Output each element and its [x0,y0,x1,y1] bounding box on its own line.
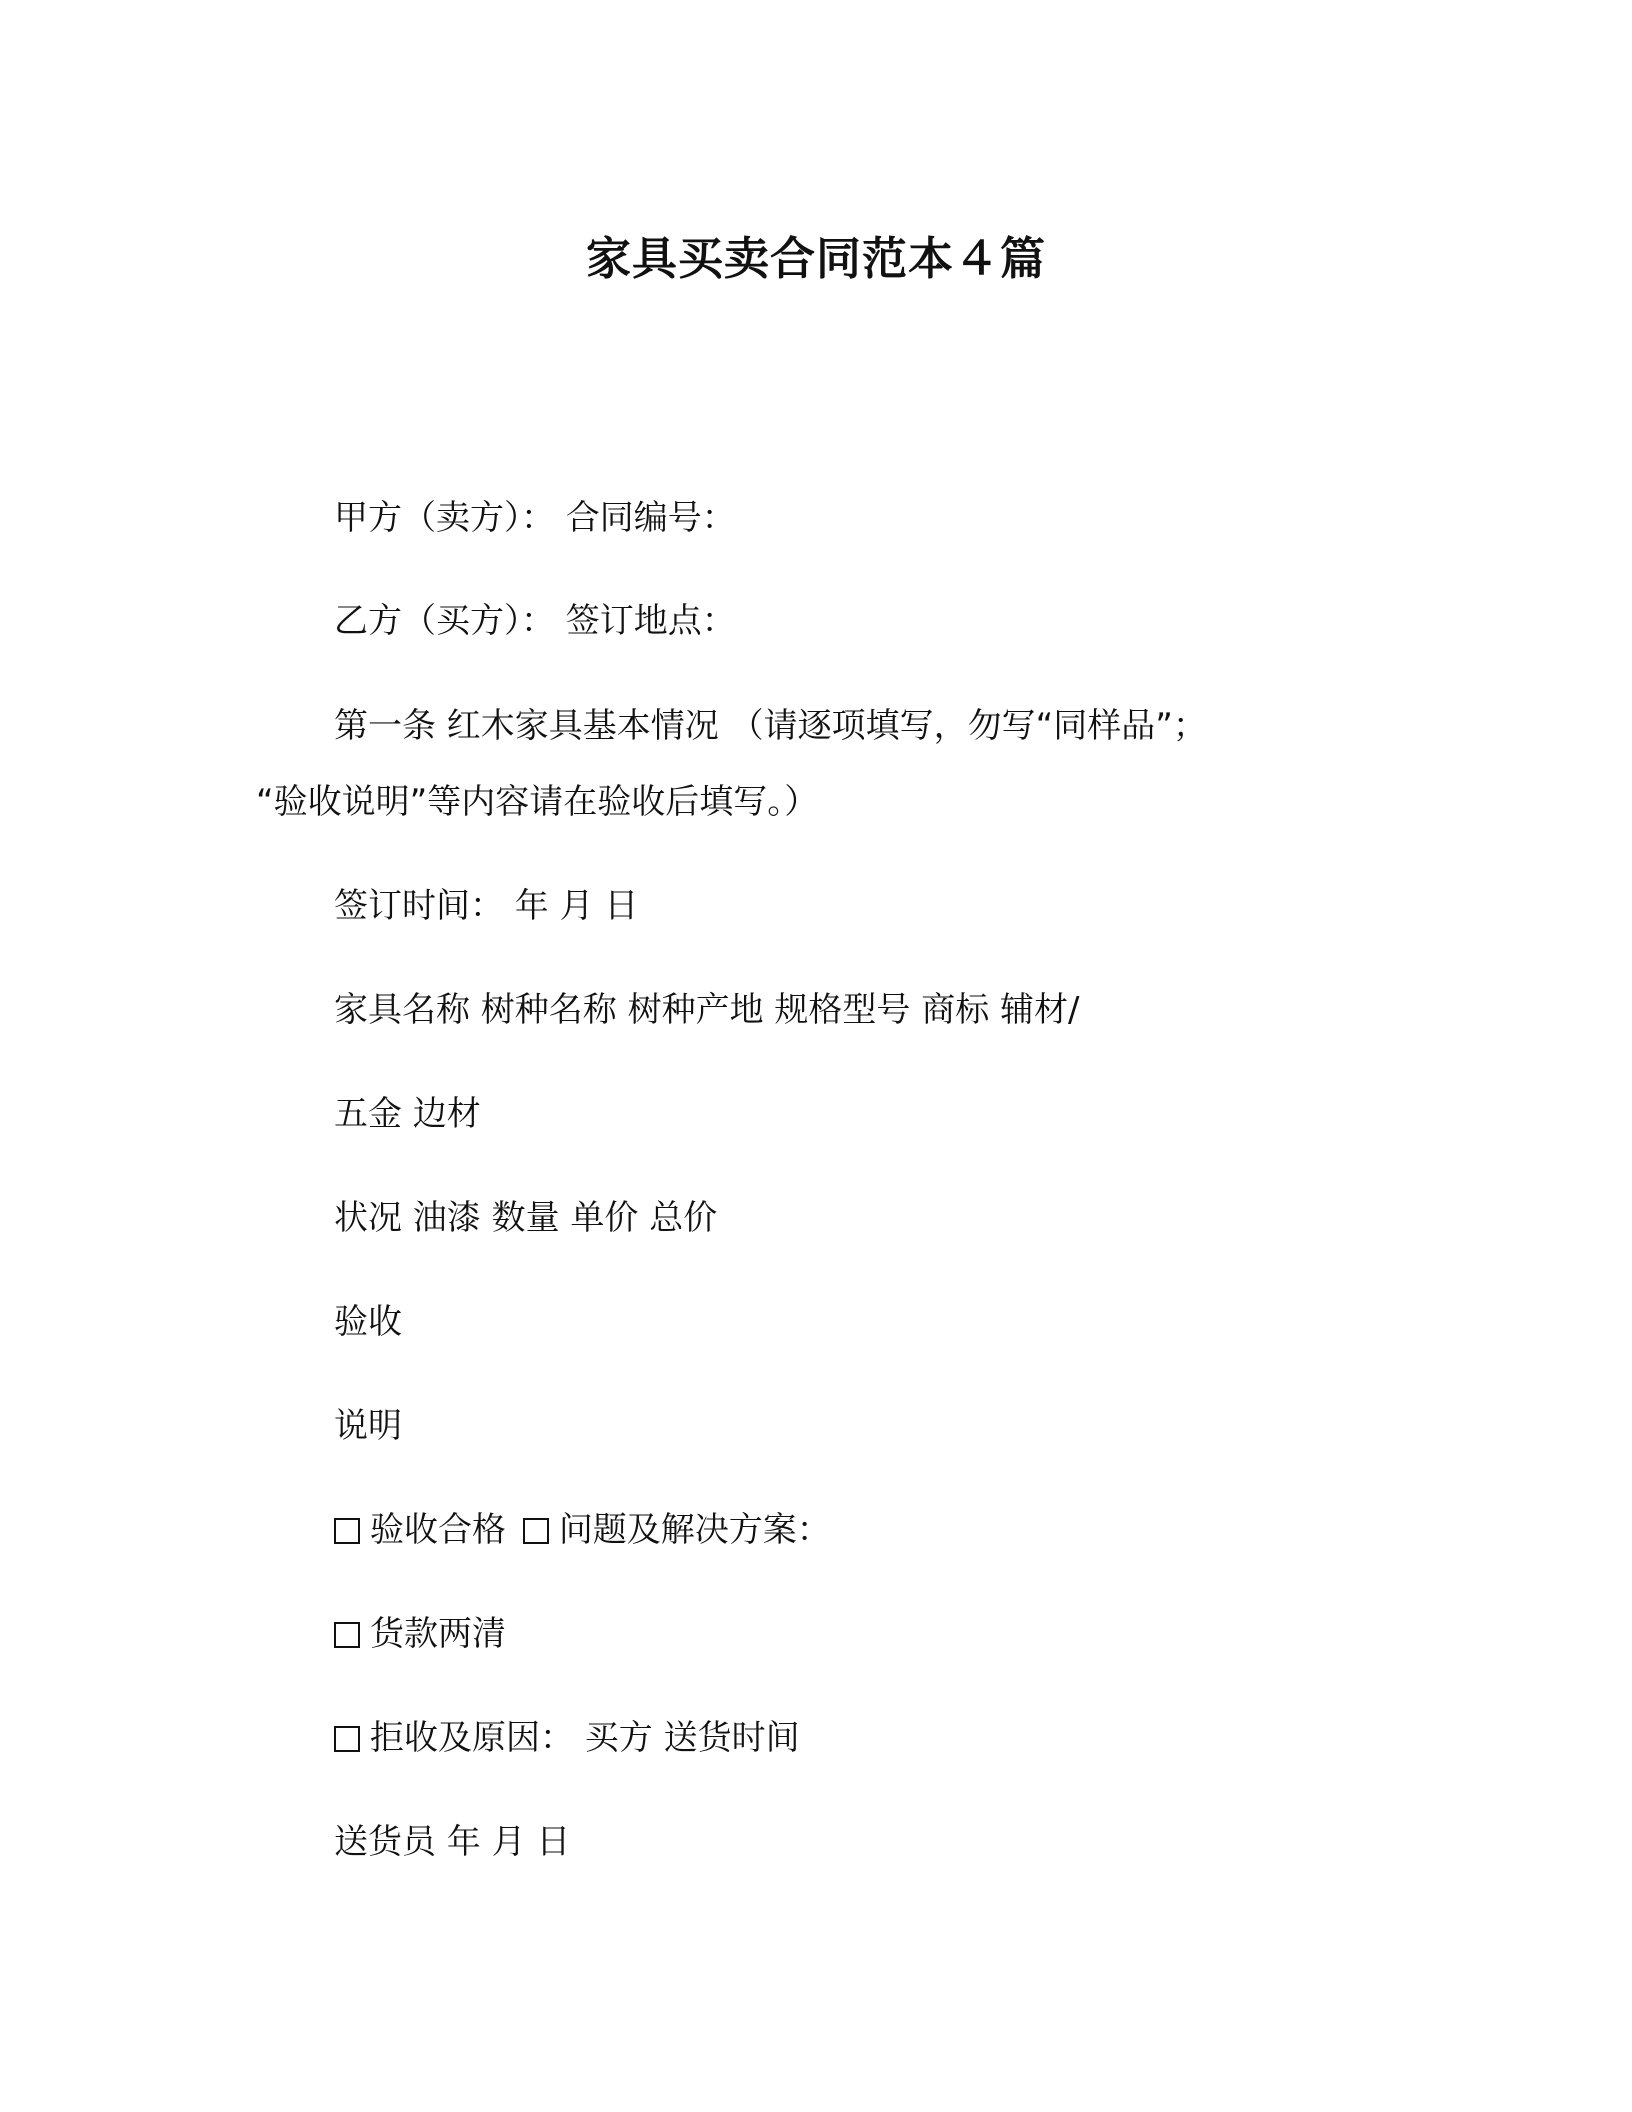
fields-line-2: 五金 边材 [334,1094,481,1134]
checkbox-payment-settled[interactable] [334,1622,360,1648]
checkbox-issues[interactable] [523,1518,549,1544]
checkbox-accepted[interactable] [334,1518,360,1544]
checkbox-issues-label: 问题及解决方案： [558,1510,831,1550]
party-b-line: 乙方（买方）： 签订地点： [334,601,736,641]
checkbox-rejected-label: 拒收及原因： 买方 送货时间 [370,1718,800,1758]
article-1-continuation: “验收说明”等内容请在验收后填写。） [256,782,819,822]
party-a-line: 甲方（卖方）： 合同编号： [334,498,736,538]
checkbox-payment-settled-label: 货款两清 [370,1614,506,1654]
checkbox-line-payment [334,1612,506,1656]
checkbox-line-acceptance [334,1508,831,1552]
checkbox-line-rejection [334,1716,800,1760]
fields-line-1: 家具名称 树种名称 树种产地 规格型号 商标 辅材/ [334,990,1080,1030]
document-title: 家具买卖合同范本４篇 [585,232,1046,285]
checkbox-rejected[interactable] [334,1726,360,1752]
signing-time-line: 签订时间： 年 月 日 [334,886,639,926]
checkbox-accepted-label: 验收合格 [370,1510,506,1550]
explanation-label: 说明 [334,1406,402,1446]
article-1-line: 第一条 红木家具基本情况 （请逐项填写，勿写“同样品”； [334,706,1207,746]
acceptance-label: 验收 [334,1302,402,1342]
delivery-person-line: 送货员 年 月 日 [334,1822,571,1862]
fields-line-3: 状况 油漆 数量 单价 总价 [334,1198,718,1238]
